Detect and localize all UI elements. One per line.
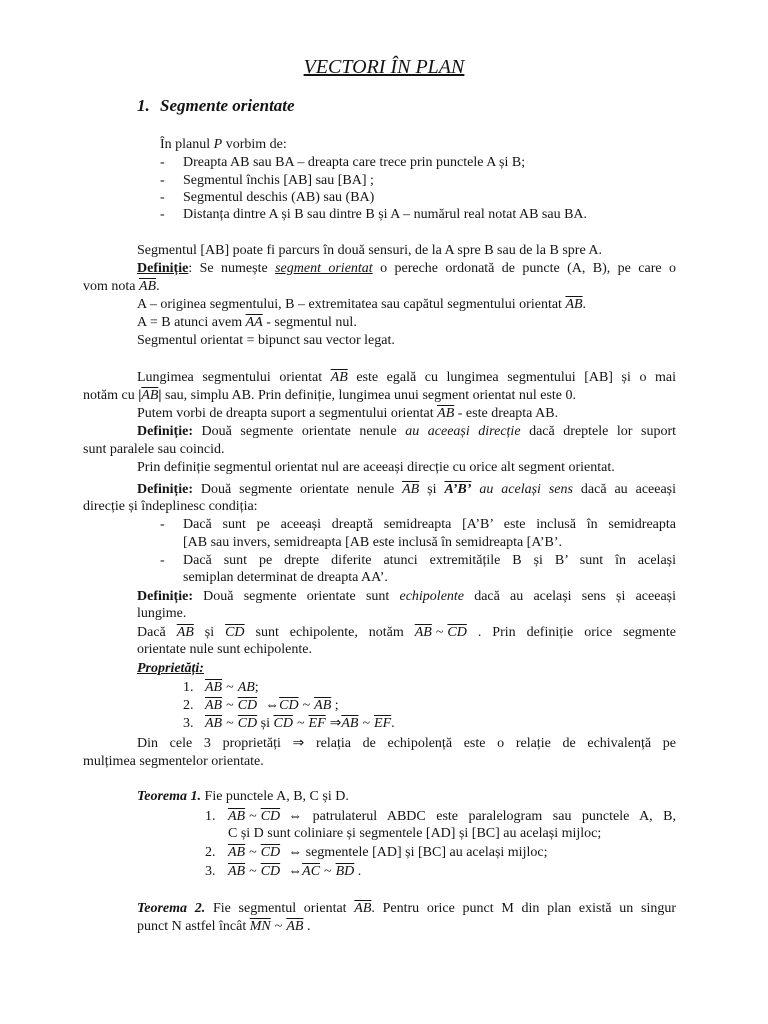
paragraph-line [83,387,576,405]
body-text: ; [331,698,339,713]
vector-cd: $\overline{CD}$ [447,625,467,640]
paragraph-line [137,918,310,936]
definition-line [137,260,676,278]
vector-ab: $\overline{AB}$ [354,901,372,916]
vector-ef: $\overline{EF}$ [308,716,326,731]
list-item [160,206,587,224]
body-text: A = B atunci avem [137,315,246,330]
body-text: . Prin definiție orice segmente [466,625,676,640]
paragraph-line [137,641,312,659]
body-text: Din cele 3 proprietăți ⇒ relația de echipolență este o relație de echivalență pe [137,736,676,751]
body-text: . [156,279,160,294]
body-text: Putem vorbi de dreapta suport a segmentului orientat [137,406,438,421]
body-text: ; [254,680,259,695]
body-text: - este dreapta AB. [454,406,559,421]
vector-a-prime-b-prime: A’B’ [444,482,472,497]
list-marker: - [160,553,165,568]
body-text: Dacă [137,625,177,640]
property-item [183,679,259,697]
list-marker: - [160,173,165,188]
definition-label: Definiție: [137,589,193,604]
condition-item [183,516,676,534]
paragraph-line [137,242,602,260]
vector-ab: $\overline{AB}$ [330,370,348,385]
body-text: Prin definiție segmentul orientat nul are aceeași direcție cu orice alt segment orientat. [137,460,615,475]
paragraph-line [137,605,186,623]
vector-cd: $\overline{CD}$ [279,698,299,713]
body-text: Fie punctele A, B, C și D. [201,789,349,804]
section-title: Segmente orientate [160,96,295,115]
list-item-text: Segmentul deschis (AB) sau (BA) [183,190,375,205]
vector-cd: $\overline{CD}$ [237,698,258,713]
theorem-item [228,863,361,881]
list-item-text: Distanța dintre A și B sau dintre B și A – numărul real notat AB sau BA. [183,207,588,222]
equipollence-operator: ~ [362,716,371,731]
body-text: o pereche ordonată de puncte (A, B), pe care o [372,261,676,276]
body-text: sau, simplu AB. Prin definiție, lungimea unui segment orientat nul este 0. [161,388,577,403]
paragraph-line [137,459,615,477]
list-item [160,172,374,190]
body-text: sunt paralele sau coincid. [83,442,225,457]
intro-line [160,136,287,154]
vector-bd: $\overline{BD}$ [335,864,355,879]
list-marker: - [160,207,165,222]
list-marker: - [160,155,165,170]
item-number: 3. [183,716,194,731]
paragraph-line [83,441,225,459]
norm-bar: | [158,388,162,403]
norm-bar: | [138,388,142,403]
paragraph-line [137,405,558,423]
vector-ab: $\overline{AB}$ [565,297,583,312]
definition-label: Definiție: [137,424,193,439]
body-text: lungime. [137,606,187,621]
vector-ab: $\overline{AB}$ [141,388,159,403]
vector-cd: $\overline{CD}$ [225,625,245,640]
item-number: 2. [183,698,194,713]
body-text: mulțimea segmentelor orientate. [83,754,264,769]
body-text: sunt echipolente, notăm [244,625,415,640]
body-text: punct N astfel încât [137,919,250,934]
equivalence-operator: ⇔ [265,698,280,713]
equipollence-operator: ~ [226,698,234,713]
vector-ab: $\overline{AB}$ [228,864,246,879]
implication-operator: ⇒ [329,716,342,731]
body-text: dacă au aceeași [572,482,677,497]
equipollence-operator: ~ [274,919,283,934]
body-text: Segmentul [AB] poate fi parcurs în două sensuri, de la A spre B sau de la B spre A. [137,243,603,258]
defined-term: segment orientat [275,261,373,276]
vector-ab: $\overline{AB}$ [228,845,246,860]
item-number: 1. [183,680,194,695]
item-number: 1. [205,809,216,824]
segment-ab: AB [237,680,255,695]
definition-line [137,588,676,606]
body-text: ⇔ segmentele [AD] și [BC] au același mijloc; [288,845,548,860]
vector-ab: $\overline{AB}$ [139,279,157,294]
equipollence-operator: ~ [302,698,311,713]
theorem-label: Teorema 2. [137,901,206,916]
body-text: - segmentul nul. [262,315,357,330]
condition-text: Dacă sunt pe aceeași dreaptă semidreapta [A’B’ este inclusă în semidreapta [183,517,676,532]
vector-cd: $\overline{CD}$ [260,845,281,860]
body-text: A – originea segmentului, B – extremitatea sau capătul segmentului orientat [137,297,566,312]
body-text: Lungimea segmentului orientat [137,370,331,385]
body-text: notăm cu [83,388,139,403]
body-text: . [354,864,362,879]
equipollence-operator: ~ [226,716,234,731]
body-text: direcție și îndeplinesc condiția: [83,499,258,514]
list-marker: - [160,517,165,532]
condition-text: Dacă sunt pe drepte diferite atunci extremitățile B și B’ sunt în același [183,553,676,568]
body-text: și [257,716,274,731]
vector-cd: $\overline{CD}$ [273,716,293,731]
document-title: VECTORI ÎN PLAN [303,56,465,78]
vector-ab: $\overline{AB}$ [176,625,194,640]
body-text: Două segmente orientate nenule [192,424,406,439]
section-number: 1. [137,96,150,115]
vector-ab: $\overline{AB}$ [228,809,246,824]
paragraph-line [137,735,676,753]
body-text: : Se numește [188,261,276,276]
paragraph-line [137,296,586,314]
paragraph-line [137,314,357,332]
list-item-text: Dreapta AB sau BA – dreapta care trece prin punctele A și B; [183,155,526,170]
body-text: Segmentul orientat = bipunct sau vector legat. [137,333,395,348]
body-text: Fie segmentul orientat [205,901,355,916]
equipollence-operator: ~ [296,716,305,731]
condition-text: semiplan determinat de dreapta AA’. [183,570,388,585]
paragraph-line [137,369,676,387]
list-item-text: Segmentul închis [AB] sau [BA] ; [183,173,374,188]
paragraph-line [137,624,676,642]
theorem-1-statement [137,788,349,806]
list-item [160,189,374,207]
vector-ab: $\overline{AB}$ [205,698,223,713]
defined-term: echipolente [399,589,465,604]
body-text: este egală cu lungimea segmentului [AB] și o mai [347,370,676,385]
body-text: . [391,716,395,731]
body-text: . [303,919,311,934]
condition-text: [AB sau invers, semidreapta [AB este inclusă în semidreapta [A’B’. [183,535,563,550]
vector-ab: $\overline{AB}$ [314,698,332,713]
body-text: și [419,482,445,497]
body-text: Două segmente orientate sunt [192,589,400,604]
vector-ac: $\overline{AC}$ [302,864,321,879]
vector-ab: $\overline{AB}$ [205,716,223,731]
item-number: 2. [205,845,216,860]
paragraph-line [83,278,160,296]
defined-term: au aceeași direcție [405,424,521,439]
body-text: C și D sunt coliniare și segmentele [AD] și [BC] au același mijloc; [228,826,602,841]
theorem-item-continuation [228,825,601,843]
vector-cd: $\overline{CD}$ [260,864,281,879]
body-text: dacă dreptele lor suport [520,424,677,439]
vector-mn: $\overline{MN}$ [249,919,271,934]
body-text: vom nota [83,279,139,294]
equipollence-operator: ~ [249,845,257,860]
vector-ab: $\overline{AB}$ [437,406,455,421]
section-heading [137,96,295,116]
definition-label: Definiție [137,261,189,276]
paragraph-line [137,332,395,350]
equipollence-operator: ~ [226,680,234,695]
body-text: vorbim de: [222,137,287,152]
body-text: . Pentru orice punct M din plan există un singur [371,901,676,916]
vector-cd: $\overline{CD}$ [237,716,258,731]
condition-item [183,552,676,570]
equipollence-operator: ~ [435,625,444,640]
theorem-item [228,844,547,862]
vector-cd: $\overline{CD}$ [260,809,281,824]
vector-ab: $\overline{AB}$ [286,919,304,934]
vector-aa: $\overline{AA}$ [245,315,263,330]
body-text: Două segmente orientate nenule [192,482,403,497]
equipollence-operator: ~ [249,864,257,879]
list-marker: - [160,190,165,205]
paragraph-line [83,753,264,771]
vector-ab: $\overline{AB}$ [205,680,223,695]
defined-term: au același sens [471,482,573,497]
property-item [183,715,395,733]
item-number: 3. [205,864,216,879]
equipollence-operator: ~ [324,864,332,879]
definition-line [137,481,676,499]
equipollence-operator: ~ [249,809,257,824]
vector-ab: $\overline{AB}$ [341,716,359,731]
equivalence-operator: ⇔ [288,864,303,879]
condition-item-continuation [183,569,388,587]
definition-label: Definiție: [137,482,193,497]
body-text: ⇔ patrulaterul ABDC este paralelogram sau punctele A, B, [288,809,676,824]
paragraph-line [83,498,258,516]
theorem-item [228,808,676,826]
vector-ef: $\overline{EF}$ [374,716,392,731]
plane-symbol: P [213,137,223,152]
properties-label: Proprietăți: [137,661,204,676]
property-item [183,697,339,715]
definition-line [137,423,676,441]
condition-item-continuation [183,534,562,552]
body-text: și [193,625,226,640]
body-text: dacă au același sens și aceeași [464,589,676,604]
list-item [160,154,525,172]
theorem-label: Teorema 1. [137,789,202,804]
body-text: . [582,297,587,312]
vector-ab: $\overline{AB}$ [402,482,420,497]
theorem-2-statement [137,900,676,918]
body-text: În planul [160,137,214,152]
body-text: orientate nule sunt echipolente. [137,642,312,657]
vector-ab: $\overline{AB}$ [414,625,432,640]
